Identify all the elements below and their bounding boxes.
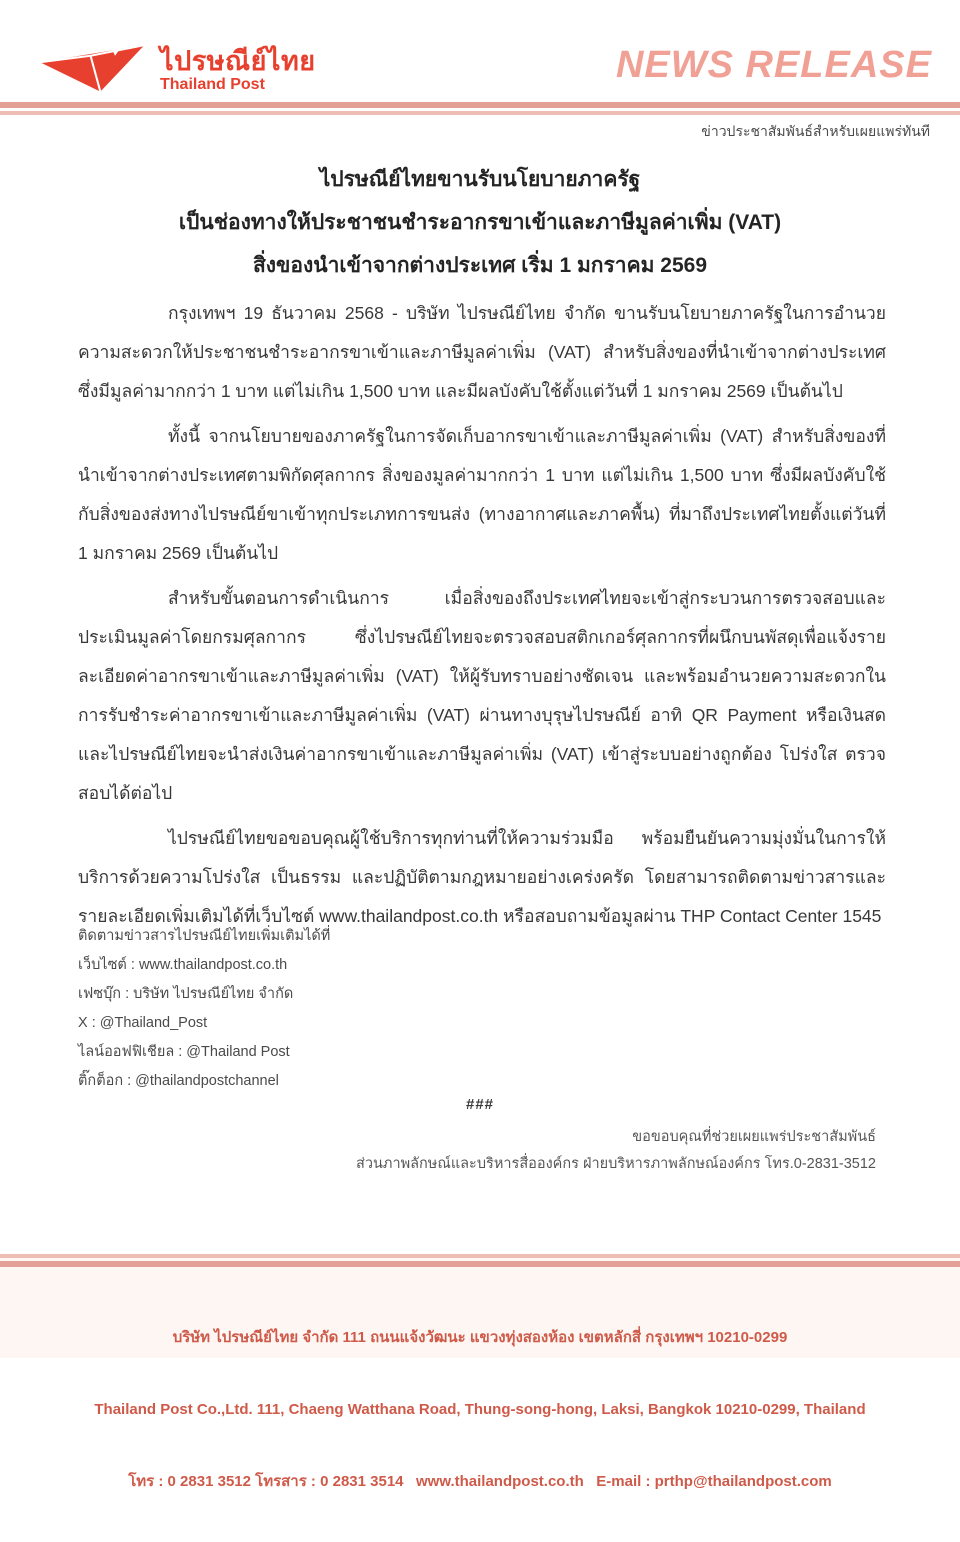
logo-thai-name: ไปรษณีย์ไทย: [160, 45, 316, 76]
follow-heading: ติดตามข่าวสารไปรษณีย์ไทยเพิ่มเติมได้ที่: [78, 928, 331, 944]
body-paragraph-2: ทั้งนี้ จากนโยบายของภาครัฐในการจัดเก็บอากรขาเข้าและภาษีมูลค่าเพิ่ม (VAT) สำหรับสิ่งของที่นำเข้าจากต่างประเทศตามพิกัดศุลกากร สิ่งของมูลค่ามากกว่า 1 บาท แต่ไม่เกิน 1,500 บาท ซึ่งมีผลบังคับใช้กับสิ่งของส่งทางไปรษณีย์ขาเข้าทุกประเภทการขนส่ง (ทางอากาศและภาคพื้น) ที่มาถึงประเทศไทยตั้งแต่วันที่ 1 มกราคม 2569 เป็นต้นไป: [78, 426, 886, 563]
follow-channels: [78, 922, 330, 1096]
footer-address-english: Thailand Post Co.,Ltd. 111, Chaeng Watthana Road, Thung-song-hong, Laksi, Bangkok 10210-0299, Thailand: [94, 1401, 866, 1418]
thailand-post-arrow-icon: [40, 42, 146, 99]
footer-contact-line: โทร : 0 2831 3512 โทรสาร : 0 2831 3514 www.thailandpost.co.th E-mail : prthp@thailandpost.com: [128, 1473, 832, 1490]
follow-item-tiktok: ติ๊กต็อก : @thailandpostchannel: [78, 1073, 279, 1089]
title-line-2: เป็นช่องทางให้ประชาชนชำระอากรขาเข้าและภาษีมูลค่าเพิ่ม (VAT): [178, 211, 782, 234]
body-paragraph-3: สำหรับขั้นตอนการดำเนินการ เมื่อสิ่งของถึงประเทศไทยจะเข้าสู่กระบวนการตรวจสอบและประเมินมูลค่าโดยกรมศุลกากร ซึ่งไปรษณีย์ไทยจะตรวจสอบสติกเกอร์ศุลกากรที่ผนึกบนพัสดุเพื่อแจ้งรายละเอียดค่าอากรขาเข้าและภาษีมูลค่าเพิ่ม (VAT) ให้ผู้รับทราบอย่างชัดเจน และพร้อมอำนวยความสะดวกในการรับชำระค่าอากรขาเข้าและภาษีมูลค่าเพิ่ม (VAT) ผ่านทางบุรุษไปรษณีย์ อาทิ QR Payment หรือเงินสด และไปรษณีย์ไทยจะนำส่งเงินค่าอากรขาเข้าและภาษีมูลค่าเพิ่ม (VAT) เข้าสู่ระบบอย่างถูกต้อง โปร่งใส ตรวจสอบได้ต่อไป: [78, 588, 886, 803]
body-paragraph-4: ไปรษณีย์ไทยขอขอบคุณผู้ใช้บริการทุกท่านที่ให้ความร่วมมือ พร้อมยืนยันความมุ่งมั่นในการให้บริการด้วยความโปร่งใส เป็นธรรม และปฏิบัติตามกฎหมายอย่างเคร่งครัด โดยสามารถติดตามข่าวสารและรายละเอียดเพิ่มเติมได้ที่เว็บไซต์ www.thailandpost.co.th หรือสอบถามข้อมูลผ่าน THP Contact Center 1545: [78, 828, 886, 926]
document-title: [0, 158, 960, 287]
signoff-department: ส่วนภาพลักษณ์และบริหารสื่อองค์กร ฝ่ายบริหารภาพลักษณ์องค์กร โทร.0-2831-3512: [355, 1156, 876, 1172]
follow-item-facebook: เฟซบุ๊ก : บริษัท ไปรษณีย์ไทย จำกัด: [78, 986, 294, 1002]
follow-item-x: X : @Thailand_Post: [78, 1015, 208, 1031]
signoff-thanks: ขอขอบคุณที่ช่วยเผยแพร่ประชาสัมพันธ์: [632, 1129, 876, 1145]
body-paragraph-1: กรุงเทพฯ 19 ธันวาคม 2568 - บริษัท ไปรษณีย์ไทย จำกัด ขานรับนโยบายภาครัฐในการอำนวยความสะดวกให้ประชาชนชำระอากรขาเข้าและภาษีมูลค่าเพิ่ม (VAT) สำหรับสิ่งของที่นำเข้าจากต่างประเทศ ซึ่งมีมูลค่ามากกว่า 1 บาท แต่ไม่เกิน 1,500 บาท และมีผลบังคับใช้ตั้งแต่วันที่ 1 มกราคม 2569 เป็นต้นไป: [78, 303, 886, 401]
follow-item-line: ไลน์ออฟฟิเชียล : @Thailand Post: [78, 1044, 290, 1060]
end-mark: ###: [465, 1096, 495, 1113]
signoff-block: [356, 1124, 876, 1178]
footer-address-thai: บริษัท ไปรษณีย์ไทย จำกัด 111 ถนนแจ้งวัฒนะ แขวงทุ่งสองห้อง เขตหลักสี่ กรุงเทพฯ 10210-0299: [172, 1329, 788, 1346]
follow-item-website: เว็บไซต์ : www.thailandpost.co.th: [78, 957, 288, 973]
thailand-post-logo: [40, 42, 316, 99]
logo-wordmark: [160, 47, 316, 94]
header-divider: [0, 102, 960, 115]
footer-address: [0, 1278, 960, 1542]
news-release-heading: NEWS RELEASE: [615, 44, 932, 86]
logo-english-name: Thailand Post: [160, 76, 265, 94]
footer: [0, 1254, 960, 1490]
footer-divider: [0, 1254, 960, 1267]
title-line-3: สิ่งของนำเข้าจากต่างประเทศ เริ่ม 1 มกราคม 2569: [252, 254, 708, 277]
article-body: [78, 294, 886, 942]
immediate-release-tagline: ข่าวประชาสัมพันธ์สำหรับเผยแพร่ทันที: [701, 123, 930, 139]
title-line-1: ไปรษณีย์ไทยขานรับนโยบายภาครัฐ: [319, 168, 641, 191]
